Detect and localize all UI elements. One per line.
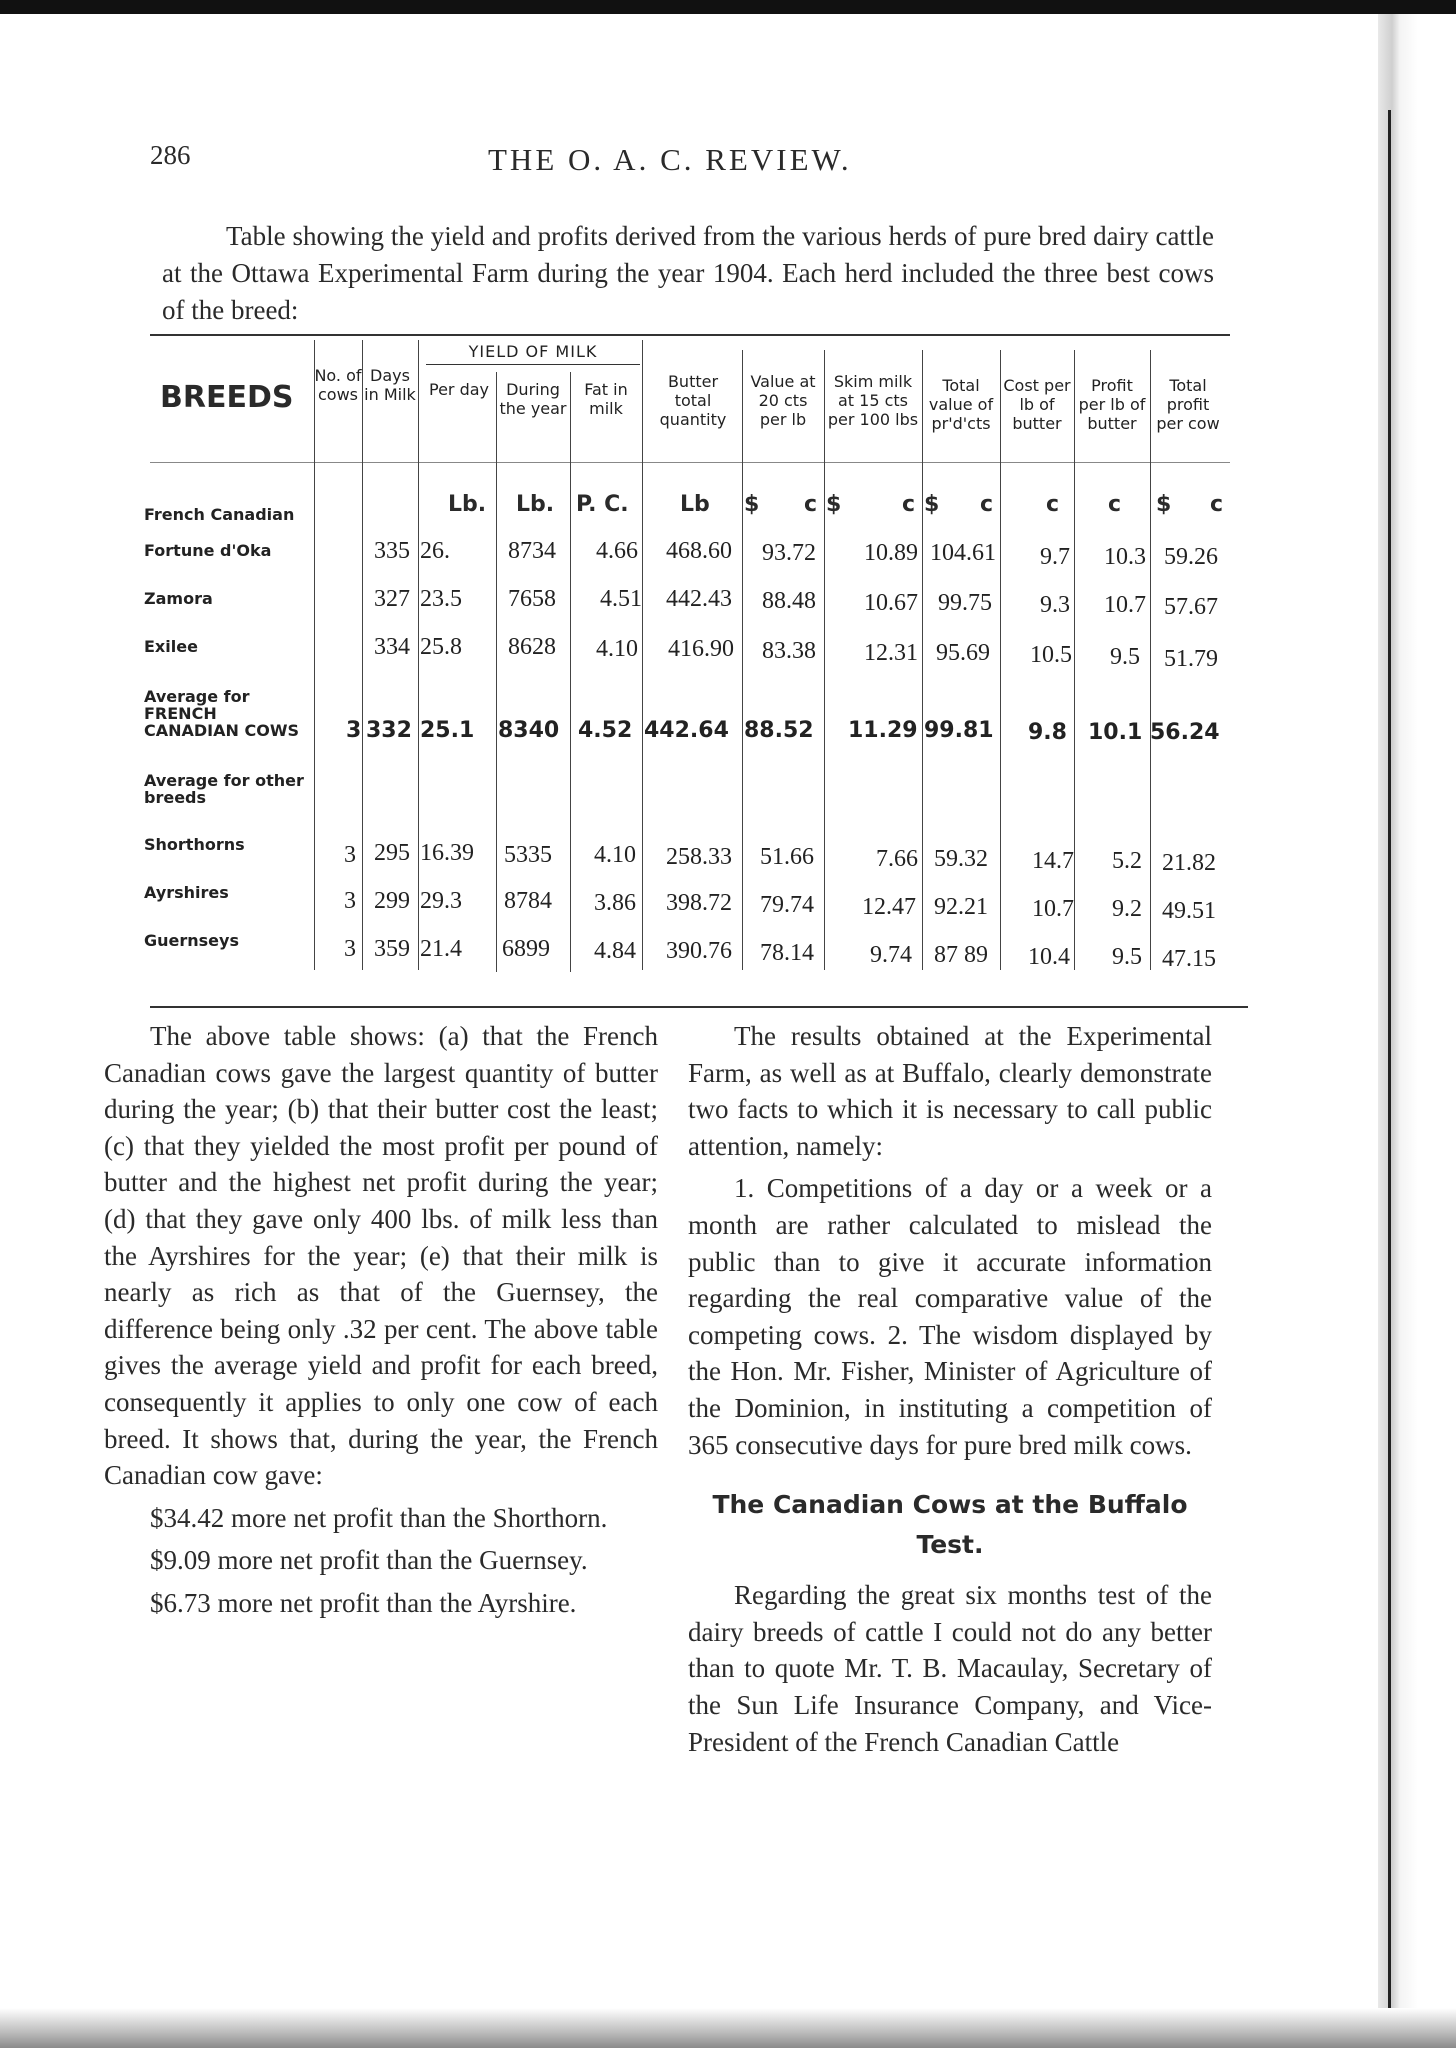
- cell-total-value: 99.75: [938, 590, 992, 616]
- cell-total-profit: 57.67: [1164, 594, 1218, 620]
- cell-year: 5335: [504, 842, 552, 868]
- profit-item: $6.73 more net profit than the Ayrshire.: [150, 1587, 577, 1618]
- cell-total-profit: 59.26: [1164, 544, 1218, 570]
- cell-total-profit: 49.51: [1162, 898, 1216, 924]
- cell-value: 78.14: [760, 940, 814, 966]
- unit-lb: Lb: [680, 492, 710, 517]
- row-name: Guernseys: [144, 931, 239, 950]
- cell-value: 83.38: [762, 638, 816, 664]
- unit-cent: c: [804, 492, 818, 517]
- col-divider: [642, 340, 643, 970]
- unit-pc: P. C.: [576, 492, 629, 517]
- table-bottom-rule: [150, 1006, 1248, 1008]
- cell-skim: 10.89: [864, 540, 918, 566]
- cell-butter: 416.90: [668, 636, 734, 662]
- cell-cost: 9.3: [1040, 592, 1070, 618]
- cell-skim: 7.66: [876, 846, 918, 872]
- cell-cost: 10.4: [1028, 944, 1070, 970]
- header-total-profit: Total profit per cow: [1156, 376, 1220, 433]
- cell-cows: 3: [344, 888, 356, 914]
- cell-profit-lb: 10.1: [1088, 720, 1143, 745]
- cell-value: 88.48: [762, 588, 816, 614]
- cell-butter: 442.64: [644, 718, 729, 743]
- left-column: [104, 1018, 658, 1628]
- profit-item: $34.42 more net profit than the Shorthorn.: [150, 1502, 608, 1533]
- unit-cent: c: [1046, 492, 1060, 517]
- cell-cost: 10.7: [1032, 896, 1074, 922]
- col-divider: [496, 372, 497, 972]
- body-paragraph: 1. Competitions of a day or a week or a month are rather calculated to mislead the public than to give it accurate information regarding the real comparative value of the competing cows. 2. The wisdom displayed by the Hon. Mr. Fisher, Minister of Agriculture of the Dominion, in instituting a competition of 365 consecutive days for pure bred milk cows.: [688, 1173, 1212, 1460]
- header-total-value: Total value of pr'd'cts: [928, 376, 994, 433]
- cell-fat: 4.51: [600, 586, 642, 612]
- cell-cows: 3: [346, 718, 362, 743]
- cell-per-day: 25.1: [420, 718, 475, 743]
- cell-fat: 4.10: [594, 842, 636, 868]
- header-profit-lb: Profit per lb of butter: [1078, 376, 1146, 433]
- unit-cent: c: [902, 492, 916, 517]
- header-year: During the year: [499, 380, 567, 418]
- cell-days: 334: [374, 634, 410, 660]
- cell-per-day: 23.5: [420, 586, 462, 612]
- col-divider: [1000, 350, 1001, 970]
- cell-total-value: 99.81: [924, 718, 994, 743]
- unit-cent: c: [1210, 492, 1224, 517]
- col-divider: [314, 340, 315, 970]
- body-paragraph: Regarding the great six months test of the dairy breeds of cattle I could not do any better than to quote Mr. T. B. Macaulay, Secretary of the Sun Life Insurance Company, and Vice-President of the French Canadian Cattle: [688, 1580, 1212, 1757]
- cell-skim: 12.47: [862, 894, 916, 920]
- cell-value: 79.74: [760, 892, 814, 918]
- cell-days: 327: [374, 586, 410, 612]
- cell-per-day: 26.: [420, 538, 450, 564]
- body-paragraph: The results obtained at the Experimental Farm, as well as at Buffalo, clearly demonstrate two facts to which it is necessary to call public attention, namely:: [688, 1021, 1212, 1161]
- col-divider: [1150, 350, 1151, 970]
- unit-dollar: $: [1156, 492, 1172, 517]
- col-divider: [418, 340, 419, 970]
- cell-total-value: 87 89: [934, 942, 988, 968]
- cell-total-profit: 47.15: [1162, 946, 1216, 972]
- row-name: Exilee: [144, 637, 198, 656]
- cell-butter: 398.72: [666, 890, 732, 916]
- page-number: 286: [150, 140, 191, 170]
- cell-year: 8734: [508, 538, 556, 564]
- cell-total-value: 95.69: [936, 640, 990, 666]
- profit-item: $9.09 more net profit than the Guernsey.: [150, 1545, 588, 1576]
- header-butter: Butter total quantity: [659, 372, 727, 429]
- scan-edge-line: [1388, 110, 1391, 2010]
- row-name: Shorthorns: [144, 835, 245, 854]
- table-top-rule: [150, 334, 1230, 336]
- header-value: Value at 20 cts per lb: [750, 372, 816, 429]
- row-name: Zamora: [144, 589, 213, 608]
- cell-skim: 10.67: [864, 590, 918, 616]
- cell-total-profit: 51.79: [1164, 646, 1218, 672]
- section-other-breeds: Average for other breeds: [144, 771, 304, 807]
- cell-total-profit: 21.82: [1162, 850, 1216, 876]
- cell-cost: 9.7: [1040, 544, 1070, 570]
- header-fat: Fat in milk: [584, 380, 628, 418]
- cell-butter: 442.43: [666, 586, 732, 612]
- col-divider: [824, 350, 825, 970]
- cell-skim: 9.74: [870, 942, 912, 968]
- cell-year: 8784: [504, 888, 552, 914]
- row-name: Ayrshires: [144, 883, 229, 902]
- cell-profit-lb: 9.2: [1112, 896, 1142, 922]
- header-days: Days in Milk: [364, 366, 416, 404]
- cell-profit-lb: 9.5: [1112, 944, 1142, 970]
- yield-of-milk-header: YIELD OF MILK: [468, 342, 598, 361]
- cell-fat: 4.52: [578, 718, 633, 743]
- col-divider: [570, 372, 571, 972]
- cell-days: 299: [374, 888, 410, 914]
- cell-profit-lb: 10.7: [1104, 592, 1146, 618]
- col-divider: [362, 340, 363, 970]
- cell-butter: 390.76: [666, 938, 732, 964]
- cell-butter: 468.60: [666, 538, 732, 564]
- header-skim: Skim milk at 15 cts per 100 lbs: [827, 372, 919, 429]
- cell-total-value: 59.32: [934, 846, 988, 872]
- body-paragraph: The above table shows: (a) that the French Canadian cows gave the largest quantity of butter during the year; (b) that their butter cost the least; (c) that they yielded the most profit per pound of butter and the highest net profit during the year; (d) that they gave only 400 lbs. of milk less than the Ayrshires for the year; (e) that their milk is nearly as rich as that of the Guernsey, the difference being only .32 per cent. The above table gives the average yield and profit for each breed, consequently it applies to only one cow of each breed. It shows that, during the year, the French Canadian cow gave:: [104, 1021, 658, 1491]
- cell-cows: 3: [344, 842, 356, 868]
- cell-profit-lb: 10.3: [1104, 544, 1146, 570]
- cell-year: 8628: [508, 634, 556, 660]
- cell-skim: 12.31: [864, 640, 918, 666]
- table-caption: [162, 218, 1214, 329]
- unit-dollar: $: [924, 492, 940, 517]
- cell-fat: 4.84: [594, 938, 636, 964]
- cell-year: 7658: [508, 586, 556, 612]
- section-french-canadian: French Canadian: [144, 505, 295, 524]
- cell-cost: 10.5: [1030, 642, 1072, 668]
- unit-cent: c: [980, 492, 994, 517]
- cell-value: 51.66: [760, 844, 814, 870]
- yield-group-rule: [426, 364, 640, 365]
- cell-per-day: 25.8: [420, 634, 462, 660]
- cell-profit-lb: 5.2: [1112, 848, 1142, 874]
- cell-value: 93.72: [762, 540, 816, 566]
- unit-lb: Lb.: [448, 492, 487, 517]
- cell-per-day: 29.3: [420, 888, 462, 914]
- cell-cows: 3: [344, 936, 356, 962]
- cell-fat: 4.66: [596, 538, 638, 564]
- cell-cost: 9.8: [1028, 720, 1067, 745]
- cell-days: 335: [374, 538, 410, 564]
- cell-per-day: 21.4: [420, 936, 462, 962]
- cell-per-day: 16.39: [420, 840, 474, 866]
- header-per-day: Per day: [428, 380, 489, 399]
- unit-lb: Lb.: [516, 492, 555, 517]
- cell-year: 6899: [502, 936, 550, 962]
- col-divider: [922, 350, 923, 970]
- unit-dollar: $: [826, 492, 842, 517]
- cell-profit-lb: 9.5: [1110, 644, 1140, 670]
- cell-cost: 14.7: [1032, 848, 1074, 874]
- caption-text: Table showing the yield and profits derived from the various herds of pure bred dairy cattle at the Ottawa Experimental Farm during the year 1904. Each herd included the three best cows of the breed:: [162, 221, 1214, 325]
- cell-fat: 3.86: [594, 890, 636, 916]
- cell-skim: 11.29: [848, 718, 918, 743]
- unit-dollar: $: [744, 492, 760, 517]
- unit-cent: c: [1108, 492, 1122, 517]
- cell-butter: 258.33: [666, 844, 732, 870]
- breeds-header: BREEDS: [160, 380, 294, 415]
- cell-value: 88.52: [744, 718, 814, 743]
- cell-days: 359: [374, 936, 410, 962]
- section-heading: The Canadian Cows at the Buffalo Test.: [712, 1490, 1188, 1560]
- running-head: THE O. A. C. REVIEW.: [488, 142, 852, 177]
- col-divider: [1074, 350, 1075, 970]
- header-cost: Cost per lb of butter: [1003, 376, 1071, 433]
- cell-fat: 4.10: [596, 636, 638, 662]
- cell-total-value: 92.21: [934, 894, 988, 920]
- header-cows: No. of cows: [314, 366, 362, 404]
- cell-days: 295: [374, 840, 410, 866]
- cell-total-profit: 56.24: [1150, 720, 1220, 745]
- cell-total-value: 104.61: [930, 540, 996, 566]
- cell-year: 8340: [498, 718, 560, 743]
- row-name: Average for FRENCH CANADIAN COWS: [144, 687, 299, 740]
- header-rule: [150, 462, 1230, 463]
- row-name: Fortune d'Oka: [144, 541, 272, 560]
- cell-days: 332: [366, 718, 412, 743]
- right-column: [688, 1018, 1212, 1766]
- col-divider: [742, 350, 743, 970]
